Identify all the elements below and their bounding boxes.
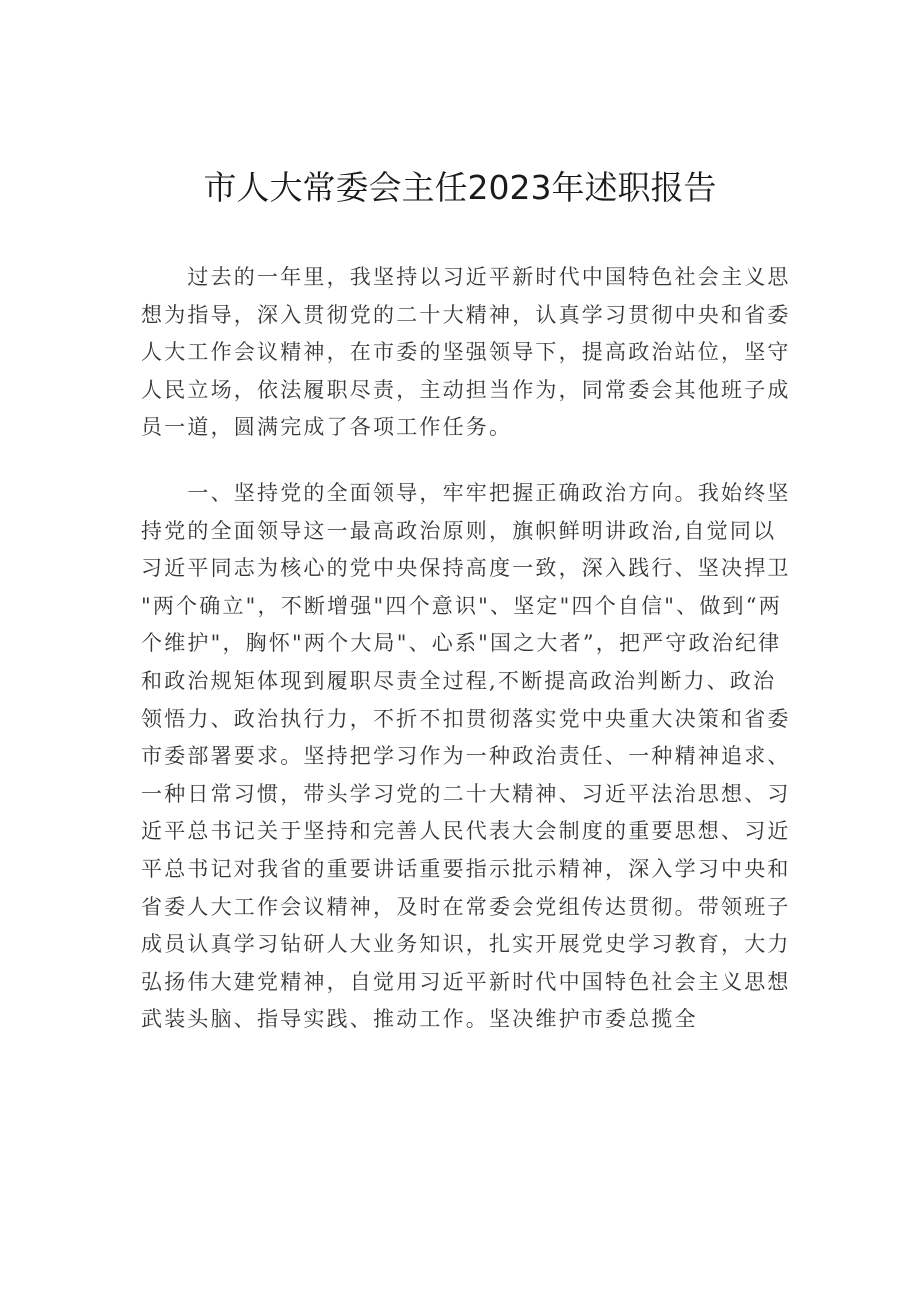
text-line: 和政治规矩体现到履职尽责全过程,不断提高政治判断力、政治 <box>141 668 777 693</box>
text-line: 持党的全面领导这一最高政治原则，旗帜鲜明讲政治,自觉同以 <box>141 518 777 543</box>
document-title: 市人大常委会主任2023年述职报告 <box>203 168 717 207</box>
text-line: 弘扬伟大建党精神，自觉用习近平新时代中国特色社会主义思想 <box>141 969 791 994</box>
text-line: 人大工作会议精神，在市委的坚强领导下，提高政治站位，坚守 <box>141 340 791 365</box>
text-line: 想为指导，深入贯彻党的二十大精神，认真学习贯彻中央和省委 <box>141 302 791 327</box>
text-line: 员一道，圆满完成了各项工作任务。 <box>141 415 513 440</box>
paragraph-intro <box>141 259 793 447</box>
text-line: 近平总书记关于坚持和完善人民代表大会制度的重要思想、习近 <box>141 819 791 844</box>
text-line: 人民立场，依法履职尽责，主动担当作为，同常委会其他班子成 <box>141 377 791 402</box>
text-line: 平总书记对我省的重要讲话重要指示批示精神，深入学习中央和 <box>141 856 791 881</box>
text-line: 武装头脑、指导实践、推动工作。坚决维护市委总揽全 <box>141 1007 698 1032</box>
text-line: 市委部署要求。坚持把学习作为一种政治责任、一种精神追求、 <box>141 744 791 769</box>
text-line: 领悟力、政治执行力，不折不扣贯彻落实党中央重大决策和省委 <box>141 706 791 731</box>
text-line: 过去的一年里，我坚持以习近平新时代中国特色社会主义思 <box>141 265 791 289</box>
text-line: 个维护"，胸怀"两个大局"、心系"国之大者”，把严守政治纪律 <box>141 631 782 656</box>
text-line: 省委人大工作会议精神，及时在常委会党组传达贯彻。带领班子 <box>141 894 791 919</box>
text-line: "两个确立"，不断增强"四个意识"、坚定"四个自信"、做到“两 <box>141 593 782 618</box>
text-line: 一种日常习惯，带头学习党的二十大精神、习近平法治思想、习 <box>141 781 791 806</box>
text-line: 成员认真学习钻研人大业务知识，扎实开展党史学习教育，大力 <box>141 932 791 957</box>
text-line: 一、坚持党的全面领导，牢牢把握正确政治方向。我始终坚 <box>141 481 791 505</box>
text-line: 习近平同志为核心的党中央保持高度一致，深入践行、坚决捍卫 <box>141 556 791 581</box>
paragraph-section-one <box>141 475 793 1039</box>
